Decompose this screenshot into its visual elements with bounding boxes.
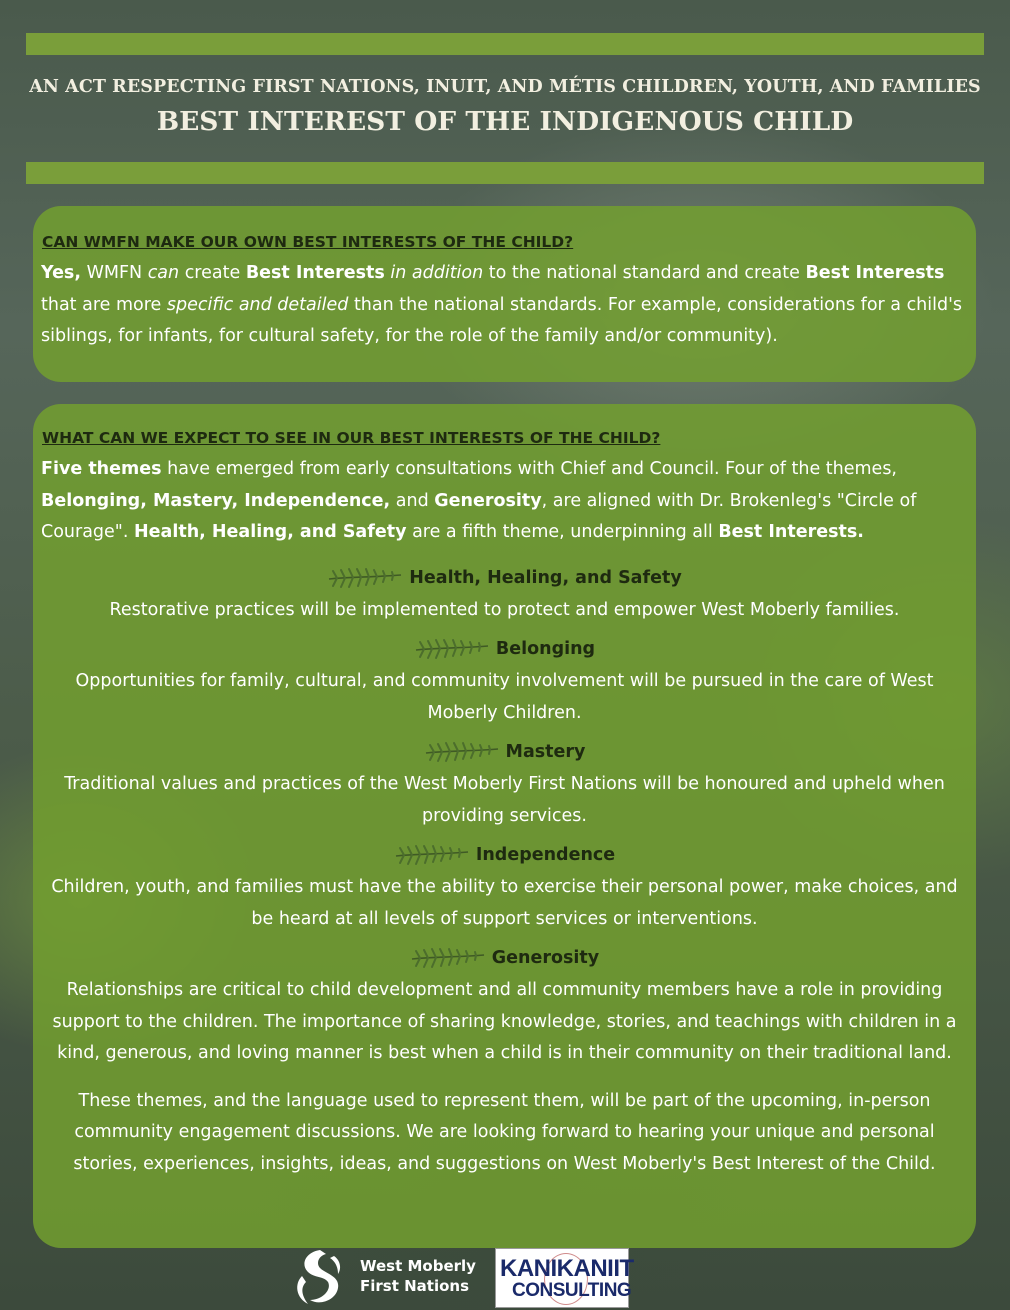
kanikaniit-logo [495,1248,634,1308]
section-own-best-interests [33,206,976,382]
text-run: that are more [41,294,167,315]
west-moberly-line1: West Moberly [360,1257,476,1275]
footer-logos [0,1246,1010,1310]
emphasis-generosity: Generosity [434,490,542,511]
text-run: create [179,263,246,283]
theme-health-healing-safety [41,565,968,627]
emphasis-five-themes: Five themes [41,459,162,479]
emphasis-in-addition: in addition [390,263,484,283]
kanikaniit-line1: KANIKANIIT [500,1255,634,1282]
page-subtitle: AN ACT RESPECTING FIRST NATIONS, INUIT, AND MÉTIS CHILDREN, YOUTH, AND FAMILIES [29,77,981,97]
page-header [0,74,1010,142]
theme-description: Children, youth, and families must have the ability to exercise their personal power, make choices, and be heard at all levels of support services or interventions. [51,877,958,929]
kanikaniit-line2: CONSULTING [512,1280,632,1301]
theme-title-text: Independence [475,845,616,865]
emphasis-health: Health, Healing, and Safety [134,522,407,542]
theme-title [394,842,615,868]
west-moberly-name [360,1256,476,1296]
fern-icon [424,739,500,765]
section-paragraph [41,258,968,353]
emphasis-specific: specific and detailed [166,294,349,315]
theme-title [327,565,682,591]
theme-independence [41,842,968,935]
theme-mastery [41,739,968,832]
text-run: have emerged from early consultations with Chief and Council. Four of the themes, [161,459,897,479]
fern-icon [394,842,470,868]
theme-belonging [41,636,968,729]
theme-title-text: Generosity [491,948,600,968]
theme-generosity [41,945,968,1070]
section-heading: CAN WMFN MAKE OUR OWN BEST INTERESTS OF THE CHILD? [42,233,574,251]
theme-title-text: Belonging [495,639,596,659]
fern-icon [327,565,403,591]
theme-description: Opportunities for family, cultural, and community involvement will be pursued in the care of West Moberly Children. [75,671,934,723]
theme-title-text: Health, Healing, and Safety [409,567,682,588]
theme-description: Relationships are critical to child development and all community members have a role in providing support to the children. The importance of sharing knowledge, stories, and teachings with children in a kind, generous, and loving manner is best when a child is in their community on their traditional land. [52,980,957,1063]
text-run: , are aligned with Dr. Brokenleg's "Circle of Courage". [41,490,917,542]
emphasis-best-interests: Best Interests [805,263,945,283]
emphasis-themes: Belonging, Mastery, Independence, [41,490,391,511]
section-heading: WHAT CAN WE EXPECT TO SEE IN OUR BEST INTERESTS OF THE CHILD? [42,429,661,447]
theme-title-text: Mastery [505,742,586,762]
emphasis-yes: Yes, [41,263,81,283]
theme-description: Restorative practices will be implemented to protect and empower West Moberly families. [109,599,900,620]
section-expected-themes [33,404,976,1248]
emphasis-can: can [147,263,180,283]
west-moberly-logo [288,1246,348,1308]
emphasis-best-interests: Best Interests. [718,522,864,542]
text-run: are a fifth theme, underpinning all [406,522,719,542]
text-run: and [390,490,435,511]
closing-paragraph: These themes, and the language used to represent them, will be part of the upcoming, in-person community engagement discussions. We are looking forward to hearing your unique and personal stories, experiences, insights, ideas, and suggestions on West Moberly's Best Interest of the Child. [73,1090,936,1174]
text-run: than the national standards. For example, considerations for a child's siblings, for infants, for cultural safety, for the role of the family and/or community). [41,294,963,346]
fern-icon [414,636,490,662]
theme-title [414,636,595,662]
text-run: to the national standard and create [483,263,806,283]
theme-description: Traditional values and practices of the West Moberly First Nations will be honoured and upheld when providing services. [64,774,945,826]
emphasis-best-interests: Best Interests [245,263,385,283]
top-accent-bar [26,33,984,55]
section-intro [41,454,968,549]
fern-icon [410,945,486,971]
text-run: WMFN [81,263,148,283]
theme-title [424,739,586,765]
west-moberly-line2: First Nations [360,1277,470,1295]
page-title: BEST INTEREST OF THE INDIGENOUS CHILD [156,106,854,137]
theme-title [410,945,599,971]
bottom-accent-bar [26,162,984,184]
